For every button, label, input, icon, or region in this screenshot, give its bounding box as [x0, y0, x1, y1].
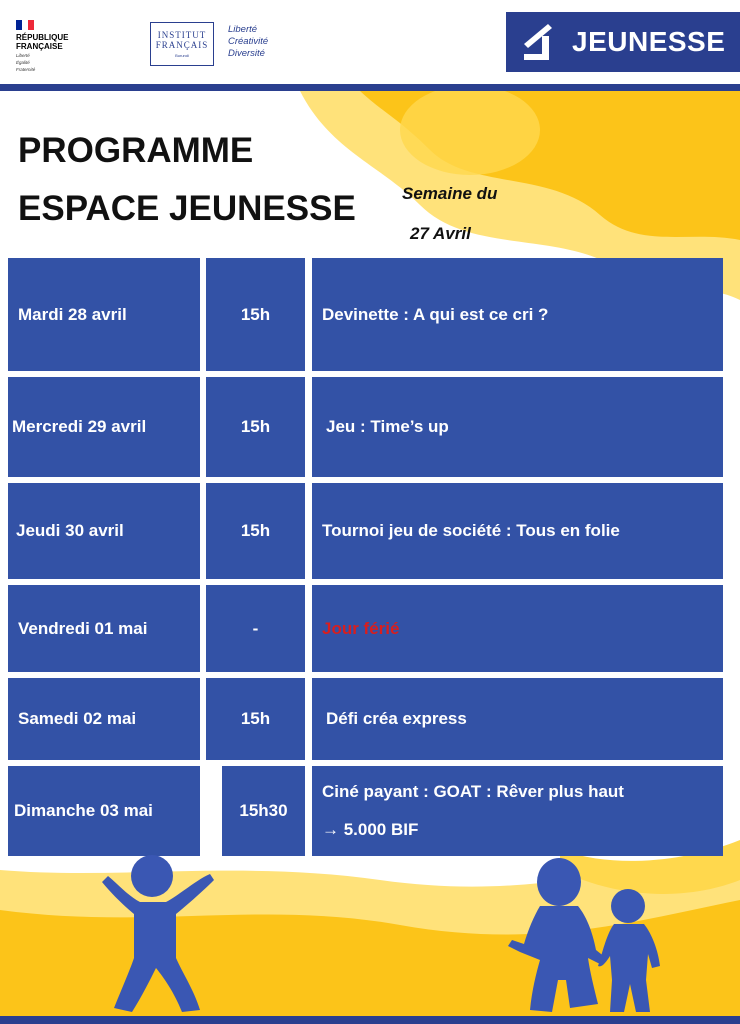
week-date: 27 Avril — [410, 224, 471, 243]
schedule-activity-cell — [312, 766, 723, 856]
republique-line-2: FRANÇAISE — [16, 42, 63, 51]
republique-motto-1: Liberté — [16, 53, 30, 58]
schedule-activity-cell: Défi créa express — [312, 678, 723, 760]
institut-motto-1: Liberté — [228, 24, 258, 35]
holiday-label: Jour férié — [322, 618, 400, 638]
bottom-divider-bar — [0, 1016, 740, 1024]
schedule-time-cell: 15h — [206, 377, 305, 477]
week-label — [402, 184, 498, 243]
schedule-activity-cell — [312, 585, 723, 672]
page-title — [18, 122, 356, 238]
republique-motto-3: Fraternité — [16, 67, 36, 72]
activity-line-2: → 5.000 BIF — [322, 820, 419, 839]
institut-motto-2: Créativité — [228, 36, 269, 47]
schedule-day-cell: Dimanche 03 mai — [8, 766, 200, 856]
title-line-2: ESPACE JEUNESSE — [18, 189, 356, 228]
jeunesse-logo — [506, 12, 740, 72]
schedule-time-cell: 15h30 — [222, 766, 305, 856]
title-line-1: PROGRAMME — [18, 131, 254, 170]
schedule-day-cell: Vendredi 01 mai — [8, 585, 200, 672]
institut-francais-logo — [150, 22, 214, 66]
republique-francaise-logo — [16, 20, 68, 72]
jeunesse-mark-icon — [520, 22, 564, 62]
activity-line-1: Ciné payant : GOAT : Rêver plus haut — [322, 782, 624, 801]
week-label-text: Semaine du — [402, 184, 498, 203]
jeunesse-logo-text: JEUNESSE — [572, 26, 726, 57]
schedule-time-cell: 15h — [206, 258, 305, 371]
header — [0, 0, 740, 84]
top-divider-bar — [0, 84, 740, 91]
schedule-time-cell: 15h — [206, 483, 305, 579]
schedule-time-cell: - — [206, 585, 305, 672]
schedule-time-cell: 15h — [206, 678, 305, 760]
schedule-day-cell: Mercredi 29 avril — [8, 377, 200, 477]
schedule-day-cell: Mardi 28 avril — [8, 258, 200, 371]
schedule-activity-cell: Devinette : A qui est ce cri ? — [312, 258, 723, 371]
schedule-day-cell: Samedi 02 mai — [8, 678, 200, 760]
institut-motto — [228, 24, 268, 60]
institut-motto-3: Diversité — [228, 48, 265, 59]
french-flag-icon — [16, 20, 34, 30]
republique-motto-2: Égalité — [16, 60, 30, 65]
republique-line-1: RÉPUBLIQUE — [16, 33, 69, 42]
institut-line-1: INSTITUT — [157, 30, 207, 40]
institut-sub: Burundi — [175, 53, 189, 58]
schedule-activity-cell: Tournoi jeu de société : Tous en folie — [312, 483, 723, 579]
schedule-day-cell: Jeudi 30 avril — [8, 483, 200, 579]
institut-line-2: FRANÇAIS — [155, 40, 209, 50]
schedule-activity-cell: Jeu : Time’s up — [312, 377, 723, 477]
